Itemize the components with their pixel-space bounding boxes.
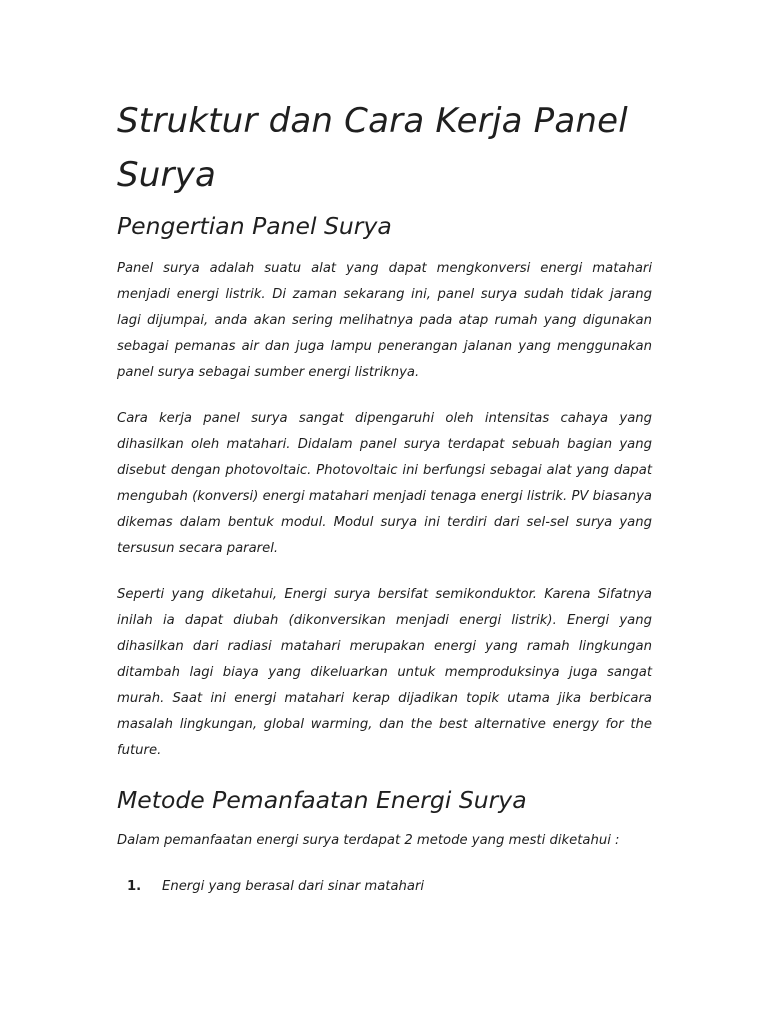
numbered-list xyxy=(117,874,652,900)
paragraph: Dalam pemanfaatan energi surya terdapat 2 metode yang mesti diketahui : xyxy=(117,833,620,848)
section-heading-metode: Metode Pemanfaatan Energi Surya xyxy=(117,786,527,814)
section-heading-pengertian: Pengertian Panel Surya xyxy=(117,212,392,240)
paragraph: Panel surya adalah suatu alat yang dapat mengkonversi energi matahari menjadi energi listrik. Di zaman sekarang ini, panel surya sudah tidak jarang lagi dijumpai, anda akan sering melihatnya pada atap rumah yang digunakan sebagai pemanas air dan juga lampu penerangan jalanan yang menggunakan panel surya sebagai sumber energi listriknya. xyxy=(117,261,652,380)
document-title: Struktur dan Cara Kerja Panel Surya xyxy=(117,101,628,195)
paragraph: Cara kerja panel surya sangat dipengaruhi oleh intensitas cahaya yang dihasilkan oleh matahari. Didalam panel surya terdapat sebuah bagian yang disebut dengan photovoltaic. Photovoltaic ini berfungsi sebagai alat yang dapat mengubah (konversi) energi matahari menjadi tenaga energi listrik. PV biasanya dikemas dalam bentuk modul. Modul surya ini terdiri dari sel-sel surya yang tersusun secara pararel. xyxy=(117,411,652,556)
paragraph: Seperti yang diketahui, Energi surya bersifat semikonduktor. Karena Sifatnya inilah ia dapat diubah (dikonversikan menjadi energi listrik). Energi yang dihasilkan dari radiasi matahari merupakan energi yang ramah lingkungan ditambah lagi biaya yang dikeluarkan untuk memproduksinya juga sangat murah. Saat ini energi matahari kerap dijadikan topik utama jika berbicara masalah lingkungan, global warming, dan the best alternative energy for the future. xyxy=(117,587,652,758)
list-item xyxy=(117,874,652,900)
document-page xyxy=(117,94,652,900)
list-item-number: 1. xyxy=(127,879,142,894)
list-item-text: Energi yang berasal dari sinar matahari xyxy=(162,879,425,894)
